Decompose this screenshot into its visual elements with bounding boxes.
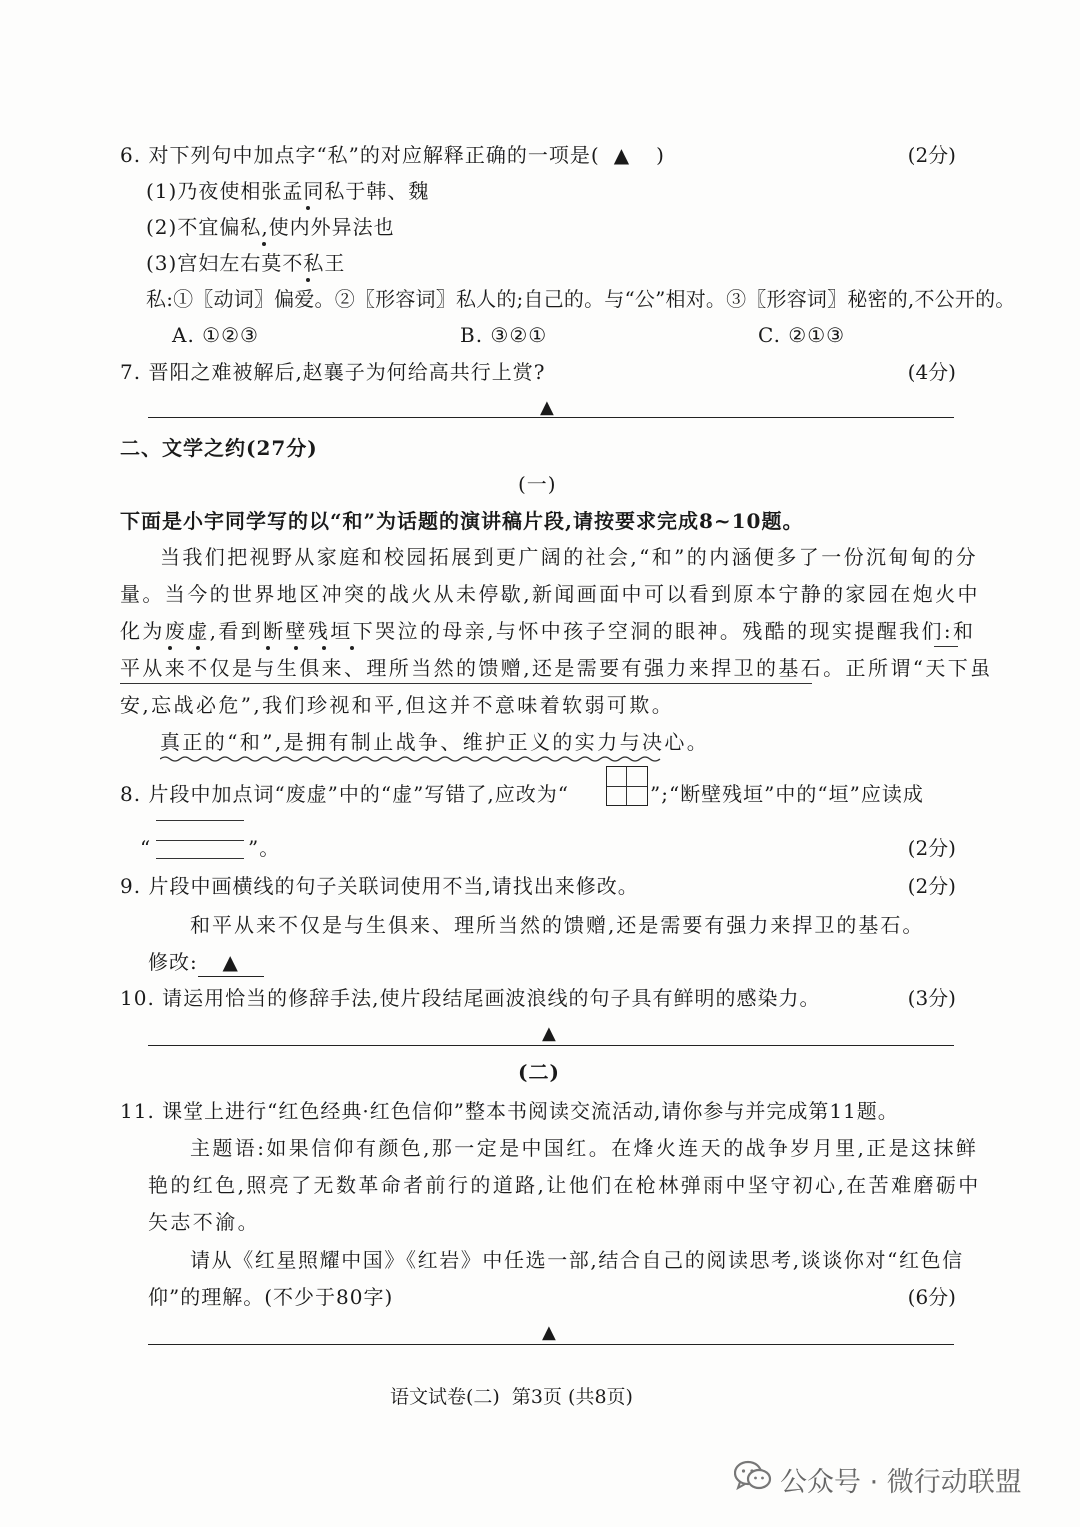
section-title: 二、文学之约(27分) [120,436,318,460]
q10-answer-line[interactable] [148,1045,954,1046]
q8-stem-a: 8. 片段中加点词“废虚”中的“虚”写错了,应改为“ [120,782,569,806]
q7-stem: 7. 晋阳之难被解后,赵襄子为何给高共行上赏? [120,360,546,384]
q6-stem: 6. 对下列句中加点字“私”的对应解释正确的一项是( ▲ ) [120,143,665,167]
section-intro: 下面是小宇同学写的以“和”为话题的演讲稿片段,请按要求完成8~10题。 [120,509,804,533]
underline [934,646,958,647]
q11-score: (6分) [907,1285,956,1309]
q9-revise-label: 修改: [148,950,198,974]
q11-answer-line[interactable] [148,1344,954,1345]
watermark-text: 公众号 · 微行动联盟 [780,1467,1022,1498]
q6-option-a: A. ①②③ [172,323,259,347]
part-heading-1: (一) [518,472,557,496]
part-heading-2: (二) [518,1060,560,1084]
page-footer: 语文试卷(二) 第3页 (共8页) [390,1386,633,1408]
emphasis-dot [306,206,310,210]
q7-answer-mark: ▲ [540,397,554,418]
passage-line-6: 真正的“和”,是拥有制止战争、维护正义的实力与决心。 [160,730,710,754]
q7-score: (4分) [907,360,956,384]
q6-definition: 私:①〖动词〗偏爱。②〖形容词〗私人的;自己的。与“公”相对。③〖形容词〗秘密的,不公开的。 [146,287,1016,311]
underline [120,683,812,684]
q6-item-3: (3)宫妇左右莫不私王 [146,251,346,275]
q8-score: (2分) [907,836,956,860]
q11-theme-line-2: 艳的红色,照亮了无数革命者前行的道路,让他们在枪林弹雨中坚守初心,在苦难磨砺中 [148,1173,981,1197]
q8-char-box[interactable] [606,766,648,806]
q8-close-quote: ”。 [248,836,281,860]
q9-answer-blank[interactable]: ▲ [198,948,264,977]
q9-revise [148,948,264,977]
q8-answer-line[interactable] [156,820,244,821]
q10-stem: 10. 请运用恰当的修辞手法,使片段结尾画波浪线的句子具有鲜明的感染力。 [120,986,821,1010]
q8-answer-line[interactable] [156,840,244,841]
q6-option-b: B. ③②① [460,323,548,347]
q10-score: (3分) [907,986,956,1010]
passage-line-3: 化为废虚,看到断壁残垣下哭泣的母亲,与怀中孩子空洞的眼神。残酷的现实提醒我们:和 [120,619,976,643]
q6-item-1: (1)乃夜使相张孟同私于韩、魏 [146,179,430,203]
q11-task-line-2: 仰”的理解。(不少于80字) [148,1285,394,1309]
q11-theme-line-1: 主题语:如果信仰有颜色,那一定是中国红。在烽火连天的战争岁月里,正是这抹鲜 [190,1136,979,1160]
emphasis-dot [350,646,354,650]
q9-sentence: 和平从来不仅是与生俱来、理所当然的馈赠,还是需要有强力来捍卫的基石。 [190,913,925,937]
q6-answer-mark: ▲ [613,143,631,167]
q11-task-line-1: 请从《红星照耀中国》《红岩》中任选一部,结合自己的阅读思考,谈谈你对“红色信 [190,1248,964,1272]
q11-answer-mark: ▲ [542,1322,556,1343]
wechat-icon [734,1460,772,1492]
q8-answer-line[interactable] [156,858,244,859]
wavy-underline [160,755,668,763]
q6-score: (2分) [907,143,956,167]
emphasis-dot [294,646,298,650]
emphasis-dot [168,646,172,650]
q6-item-2: (2)不宜偏私,使内外异法也 [146,215,395,239]
emphasis-dot [322,646,326,650]
q11-theme-line-3: 矢志不渝。 [148,1210,260,1234]
emphasis-dot [266,646,270,650]
q6-option-c: C. ②①③ [758,323,846,347]
q9-score: (2分) [907,874,956,898]
passage-line-5: 安,忘战必危”,我们珍视和平,但这并不意味着软弱可欺。 [120,693,675,717]
passage-line-1: 当我们把视野从家庭和校园拓展到更广阔的社会,“和”的内涵便多了一份沉甸甸的分 [160,545,979,569]
q8-stem-b: ”;“断壁残垣”中的“垣”应读成 [650,782,924,806]
emphasis-dot [262,242,266,246]
passage-line-4: 平从来不仅是与生俱来、理所当然的馈赠,还是需要有强力来捍卫的基石。正所谓“天下虽 [120,656,993,680]
q7-answer-line[interactable] [148,417,954,418]
q9-stem: 9. 片段中画横线的句子关联词使用不当,请找出来修改。 [120,874,639,898]
emphasis-dot [306,278,310,282]
q10-answer-mark: ▲ [542,1023,556,1044]
emphasis-dot [196,646,200,650]
passage-line-2: 量。当今的世界地区冲突的战火从未停歇,新闻画面中可以看到原本宁静的家园在炮火中 [120,582,980,606]
q8-open-quote: “ [140,836,152,860]
q11-stem: 11. 课堂上进行“红色经典·红色信仰”整本书阅读交流活动,请你参与并完成第11题。 [120,1099,899,1123]
